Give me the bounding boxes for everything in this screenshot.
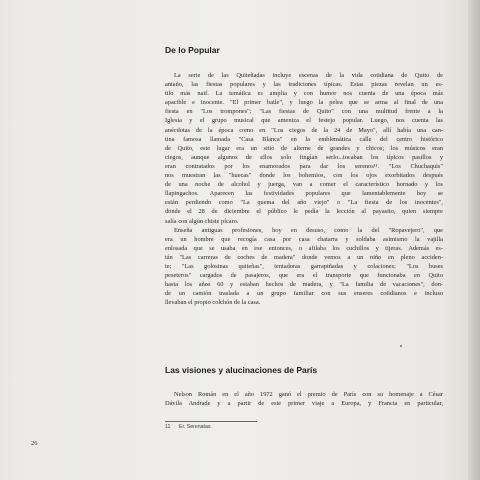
text-line: antaño, las fiestas populares y las tradiciones típicas. Estas piezas revelan un es- [165,81,443,89]
section-heading-de-lo-popular: De lo Popular [165,45,220,55]
page-number: 26 [31,440,38,447]
text-line: La serie de las Quiteñadas incluye escenas de la vida cotidiana de Quito de [174,72,443,79]
text-line: apacible e inocente. "El primer baile", y luego la pelea que se arma al final de una [165,99,443,107]
footnote-divider [165,421,257,422]
page-gutter-shadow [468,0,480,480]
text-line: era un hombre que recogía casa por casa chatarra y soldaba asimismo la vajilla [165,235,443,243]
section-body-visiones-paris [165,390,443,408]
text-line: peseteros" cargados de pasajeros, que era el transporte que funcionaba en Quito [165,272,443,280]
footnote-number: 11 [165,424,171,430]
text-line: están perdiendo como "La quema del año viejo" o "La fiesta de los inocentes", [165,199,443,207]
text-line: Iglesia y el grupo musical que ameniza el festejo popular. Luego, nos cuenta las [165,117,443,125]
text-line: de una noche de alcohol y juerga, van a comer el característico hornado y los [165,181,443,189]
footnote [165,424,212,430]
text-line: tán "Las carreras de coches de madera" donde vemos a un niño en pleno acciden- [165,253,443,261]
text-line: hasta los años 60 y estaban hechos de madera, y "La familia de vacaciones", don- [165,281,443,289]
text-line: Dávila Andrade y a partir de este primer viaje a Europa, y Francia en particular, [165,400,443,408]
text-line: donde el 28 de diciembre el público le pedía la lección al payasito, quien siempre [165,208,443,216]
text-line: fiesta en "Los trompones"; "Las fiestas de Quito" con una multitud frente a la [165,108,443,116]
section-heading-visiones-paris: Las visiones y alucinaciones de París [165,365,318,375]
section-body-de-lo-popular [165,71,443,307]
text-line: llevaban el propio colchón de la casa. [165,299,261,307]
footnote-text: Er. Serenatas. [179,424,212,430]
text-line: enlosada que se usaba en ese entonces, o afilaba los cuchillos y tijeras. Además es- [165,244,443,252]
text-line: te; "Las golosinas quiteñas", tentadoras garrapiñadas y colaciones; "Los buses [165,262,443,270]
text-line: de un camión traslada a un grupo familiar con sus enseres cotidianos e incluso [165,290,443,298]
text-line: anécdotas de la época como en "Los ciegos de la 24 de Mayo", allí había una can- [165,126,443,134]
text-line: Enseña antiguas profesiones, hoy en desuso, como la del "Ropavejero", que [174,226,443,234]
text-line: tilo más naif. La temática es amplia y con humor nos cuenta de una época más [165,90,443,98]
text-line: tina famosa llamada "Casa Blanca" en la emblemática calle del centro histórico [165,135,443,143]
text-line: nos muestran las "huecas" donde los bohemios, con los ojos exorbitados después [165,172,443,180]
text-line: salía con algún chiste pícaro. [165,217,239,225]
text-line: Nelson Román en el año 1972 ganó el premio de París con su homenaje a César [174,391,443,398]
text-line: de Quito, este lugar era un sitio de alterne de grandes y chicos; los músicos eran [165,144,443,152]
text-line: llapingachos. Aparecen las festividades populares que lamentablemente hoy se [165,190,443,198]
paper-speck [400,345,402,347]
text-line: eran contratados por los enamorados para dar los serenos¹¹. "Los Chuchaquis" [165,162,443,170]
text-line: ciegos, aunque algunos de ellos solo fingían serlo...tocaban los típicos pasillos y [165,153,443,161]
